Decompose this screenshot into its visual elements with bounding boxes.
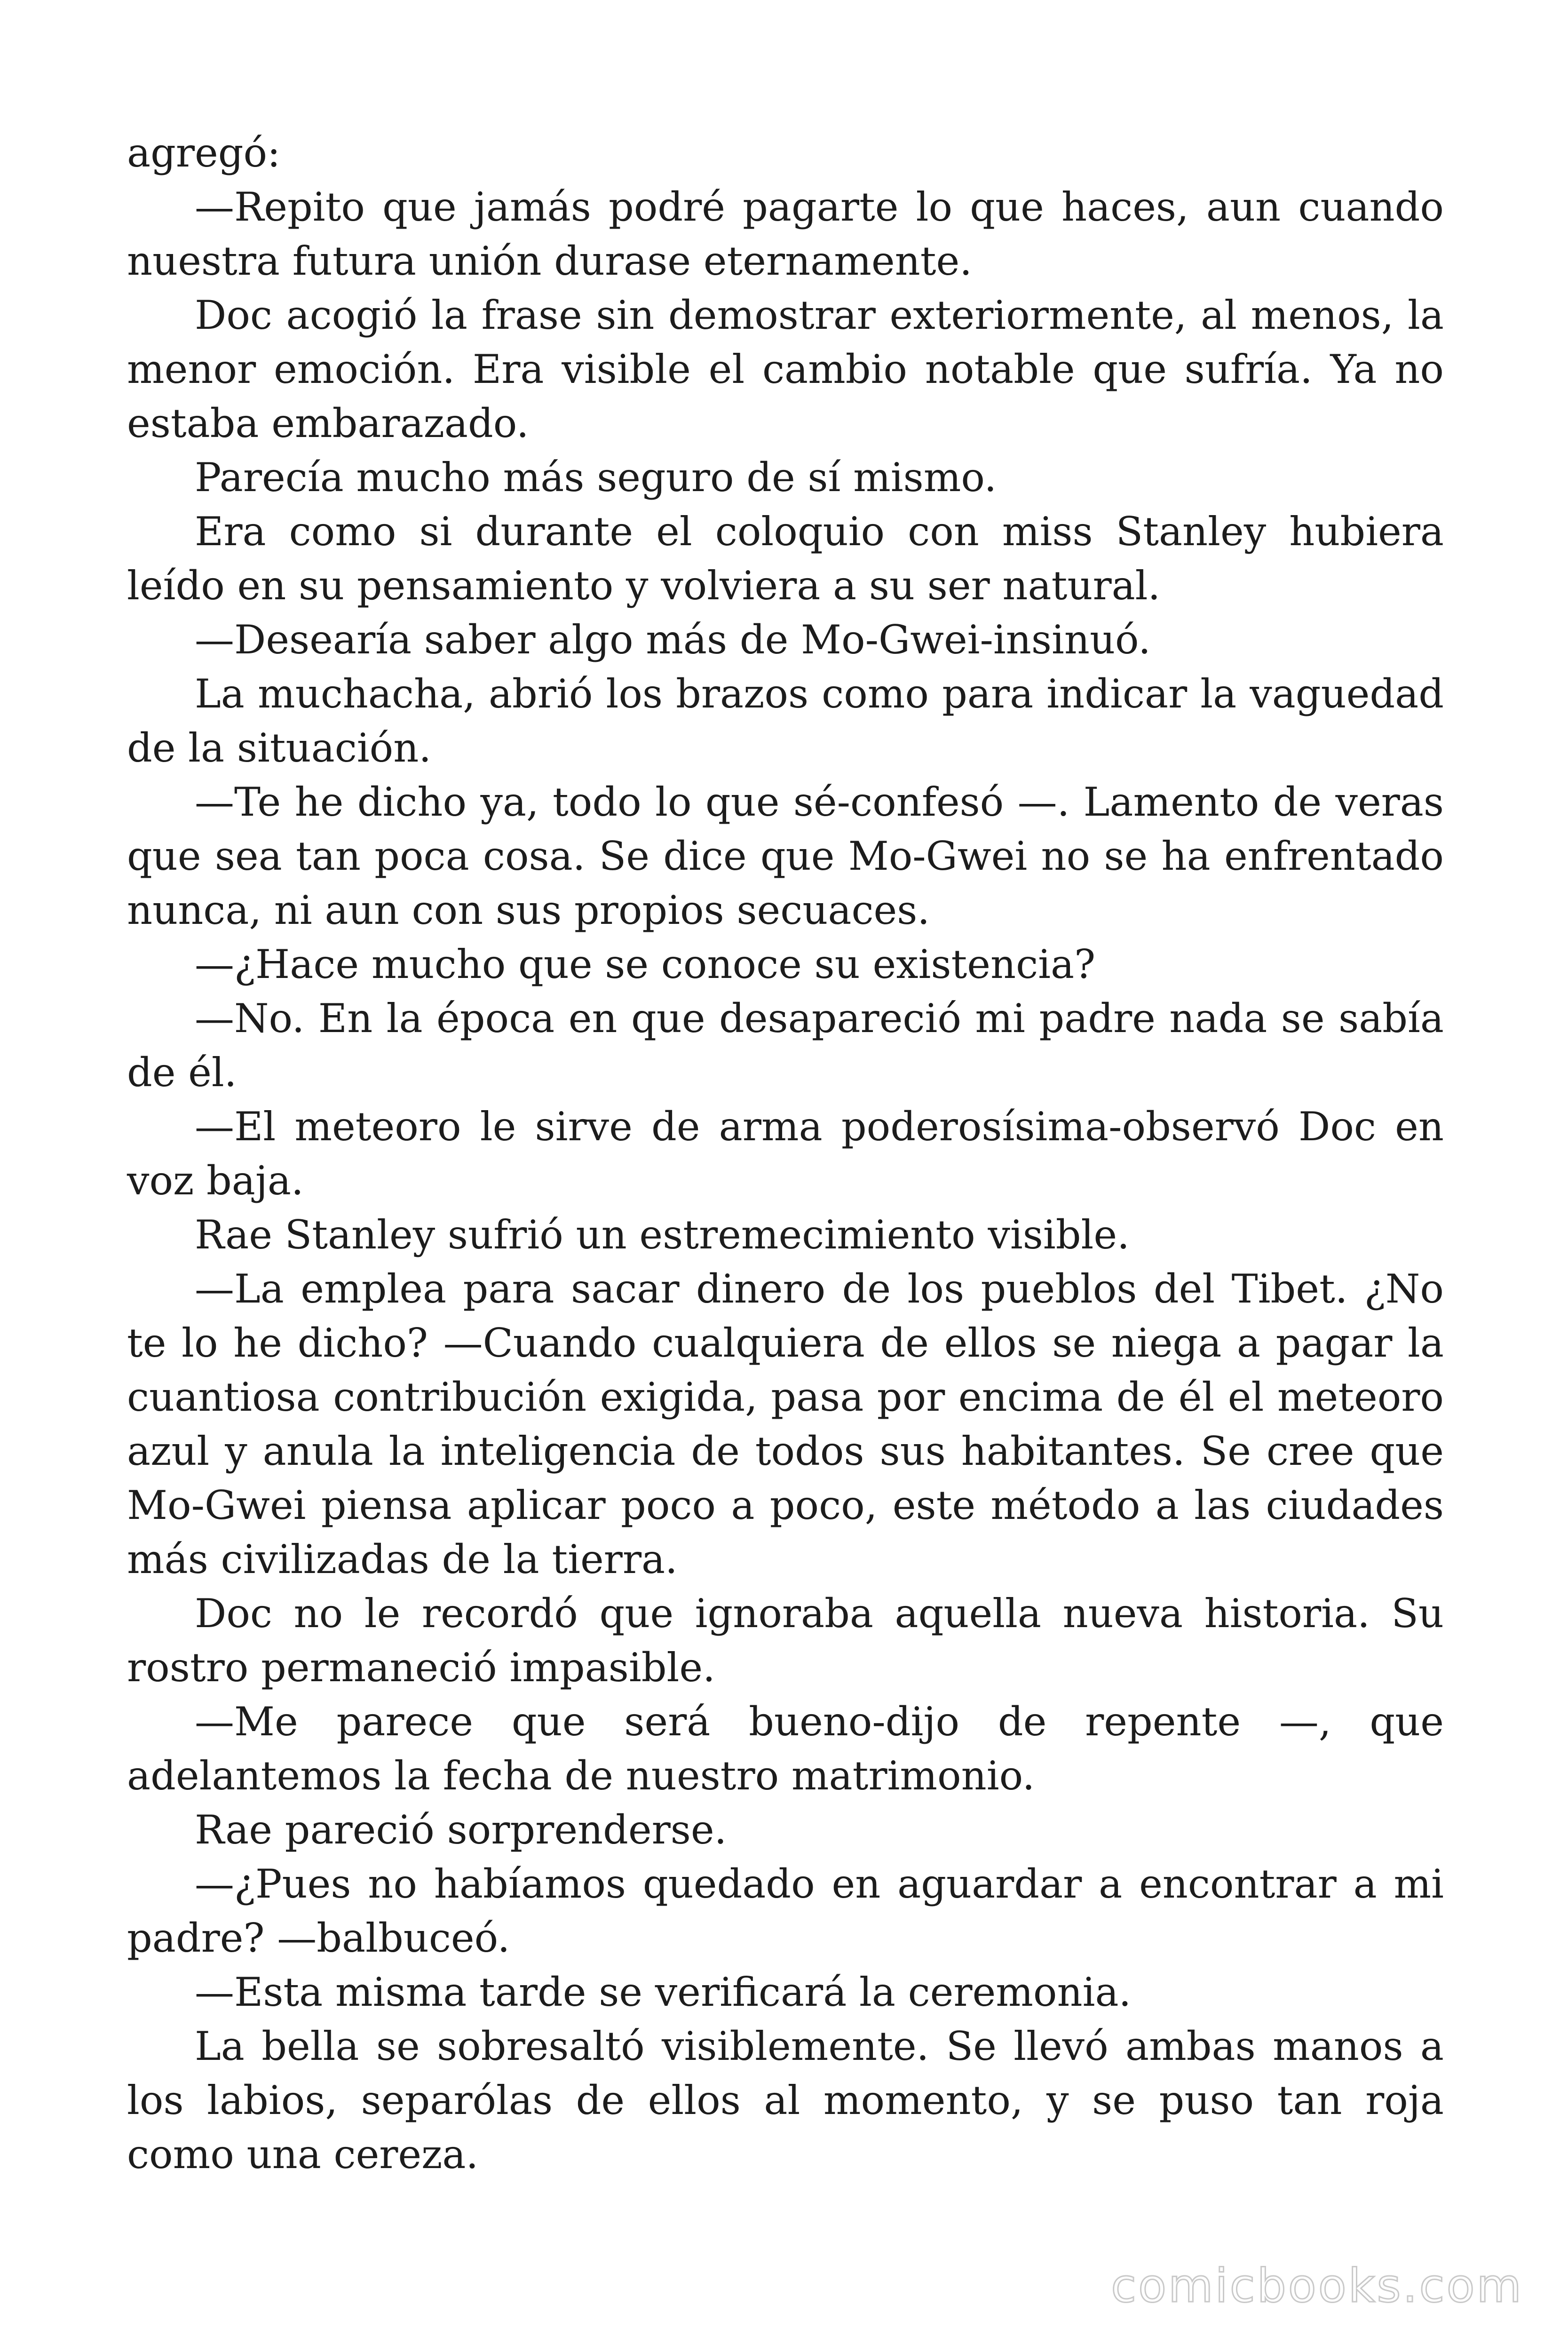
paragraph: —La emplea para sacar dinero de los pueblos del Tibet. ¿No te lo he dicho? —Cuando cualquiera de ellos se niega a pagar la cuantiosa contribución exigida, pasa por encima de él el meteoro azul y anula la inteligencia de todos sus habitantes. Se cree que Mo-Gwei piensa aplicar poco a poco, este método a las ciudades más civilizadas de la tierra. bbox=[127, 1266, 1444, 1582]
paragraph: —No. En la época en que desapareció mi padre nada se sabía de él. bbox=[127, 995, 1444, 1096]
paragraph: Rae pareció sorprenderse. bbox=[195, 1807, 727, 1853]
paragraph: Parecía mucho más seguro de sí mismo. bbox=[195, 454, 997, 501]
paragraph: La bella se sobresaltó visiblemente. Se llevó ambas manos a los labios, separólas de ellos al momento, y se puso tan roja como una cereza. bbox=[127, 2023, 1444, 2177]
paragraph: —Esta misma tarde se verificará la ceremonia. bbox=[195, 1969, 1132, 2015]
paragraph: Doc no le recordó que ignoraba aquella nueva historia. Su rostro permaneció impasible. bbox=[127, 1590, 1444, 1691]
paragraph: agregó: bbox=[127, 130, 281, 176]
paragraph: —¿Pues no habíamos quedado en aguardar a encontrar a mi padre? —balbuceó. bbox=[127, 1861, 1444, 1961]
paragraph: —¿Hace mucho que se conoce su existencia? bbox=[195, 941, 1096, 987]
paragraph: Rae Stanley sufrió un estremecimiento visible. bbox=[195, 1212, 1130, 1258]
paragraph: —Repito que jamás podré pagarte lo que haces, aun cuando nuestra futura unión durase eternamente. bbox=[127, 184, 1444, 284]
paragraph: —Me parece que será bueno-dijo de repente —, que adelantemos la fecha de nuestro matrimonio. bbox=[127, 1699, 1444, 1799]
paragraph: Doc acogió la frase sin demostrar exteriormente, al menos, la menor emoción. Era visible el cambio notable que sufría. Ya no estaba embarazado. bbox=[127, 292, 1444, 446]
paragraph: Era como si durante el coloquio con miss Stanley hubiera leído en su pensamiento y volviera a su ser natural. bbox=[127, 509, 1444, 609]
watermark: comicbooks.com bbox=[1111, 2259, 1523, 2313]
paragraph: —El meteoro le sirve de arma poderosísima-observó Doc en voz baja. bbox=[127, 1104, 1444, 1204]
paragraph: —Desearía saber algo más de Mo-Gwei-insinuó. bbox=[195, 617, 1151, 663]
paragraph: —Te he dicho ya, todo lo que sé-confesó —. Lamento de veras que sea tan poca cosa. Se dice que Mo-Gwei no se ha enfrentado nunca, ni aun con sus propios secuaces. bbox=[127, 779, 1444, 933]
paragraph: La muchacha, abrió los brazos como para indicar la vaguedad de la situación. bbox=[127, 671, 1444, 771]
page-body bbox=[127, 126, 1444, 2182]
